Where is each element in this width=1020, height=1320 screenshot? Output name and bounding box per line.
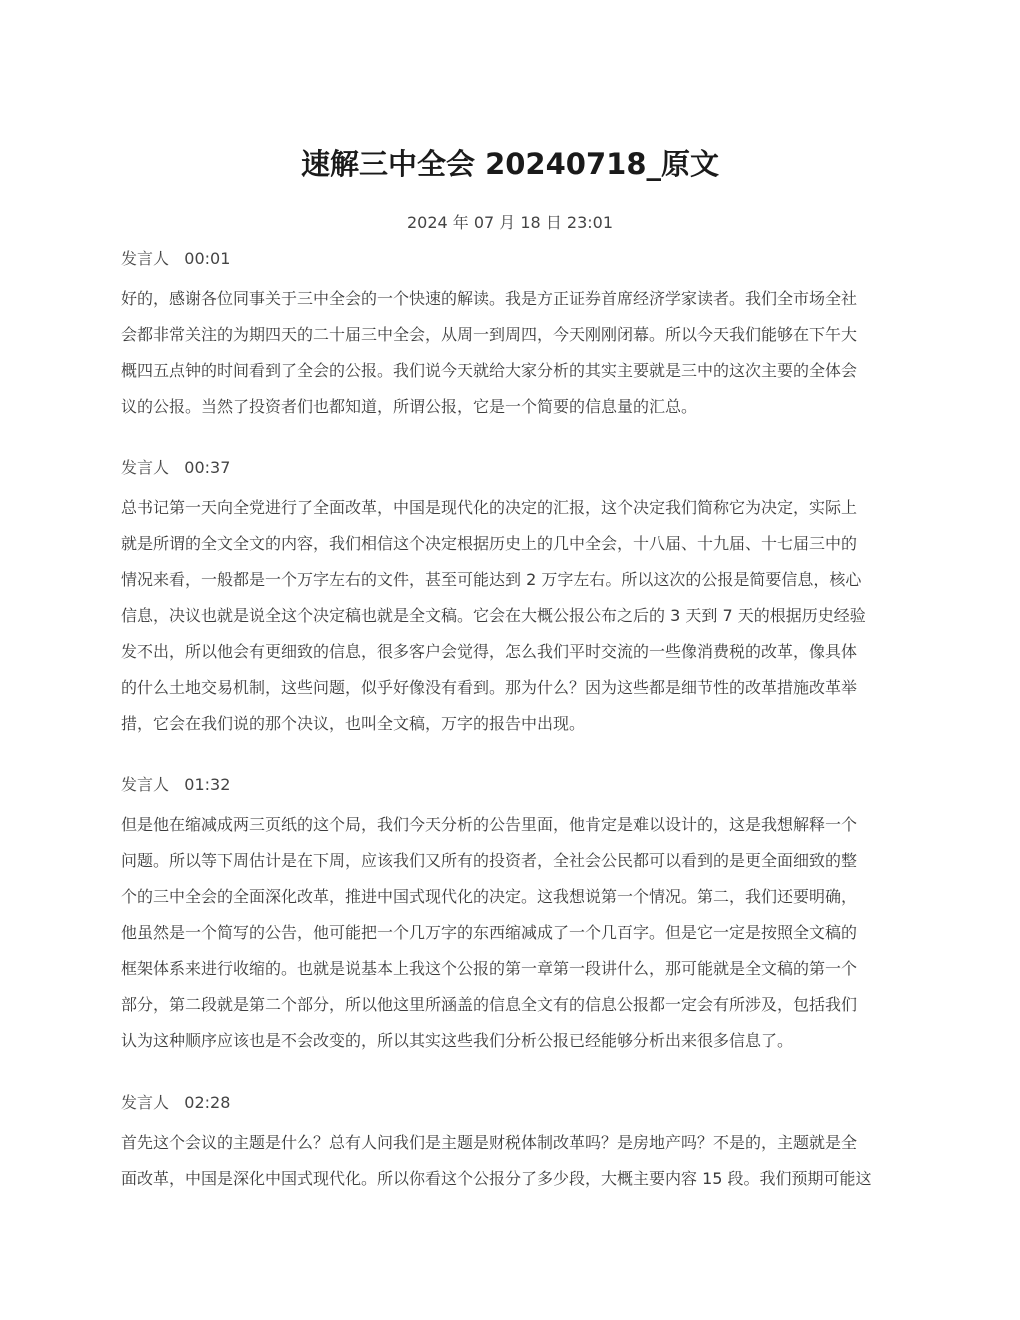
speaker-header	[121, 773, 901, 797]
speaker-name: 发言人	[121, 1093, 170, 1112]
paragraph-line: 部分，第二段就是第二个部分，所以他这里所涵盖的信息全文有的信息公报都一定会有所涉及，包括我们	[121, 995, 858, 1014]
transcript-paragraph	[121, 490, 901, 742]
transcript-section	[121, 456, 901, 742]
speaker-name: 发言人	[121, 775, 170, 794]
paragraph-line: 认为这种顺序应该也是不会改变的，所以其实这些我们分析公报已经能够分析出来很多信息了。	[121, 1031, 794, 1050]
paragraph-line: 信息，决议也就是说全这个决定稿也就是全文稿。它会在大概公报公布之后的 3 天到 7 天的根据历史经验	[121, 606, 866, 625]
transcript-section	[121, 773, 901, 1059]
paragraph-line: 个的三中全会的全面深化改革，推进中国式现代化的决定。这我想说第一个情况。第二，我们还要明确，	[121, 887, 858, 906]
paragraph-line: 情况来看，一般都是一个万字左右的文件，甚至可能达到 2 万字左右。所以这次的公报是简要信息，核心	[121, 570, 862, 589]
transcript-paragraph	[121, 807, 901, 1059]
speaker-name: 发言人	[121, 249, 170, 268]
speaker-header	[121, 247, 901, 271]
transcript-paragraph	[121, 1125, 901, 1197]
paragraph-line: 首先这个会议的主题是什么？总有人问我们是主题是财税体制改革吗？是房地产吗？不是的，主题就是全	[121, 1133, 858, 1152]
transcript-section	[121, 247, 901, 425]
paragraph-line: 问题。所以等下周估计是在下周，应该我们又所有的投资者，全社会公民都可以看到的是更全面细致的整	[121, 851, 858, 870]
speaker-timestamp: 02:28	[184, 1093, 231, 1112]
speaker-header	[121, 1091, 901, 1115]
paragraph-line: 但是他在缩减成两三页纸的这个局，我们今天分析的公告里面，他肯定是难以设计的，这是我想解释一个	[121, 815, 858, 834]
transcript-section	[121, 1091, 901, 1197]
paragraph-line: 总书记第一天向全党进行了全面改革，中国是现代化的决定的汇报，这个决定我们简称它为决定，实际上	[121, 498, 858, 517]
paragraph-line: 会都非常关注的为期四天的二十届三中全会，从周一到周四，今天刚刚闭幕。所以今天我们能够在下午大	[121, 325, 858, 344]
paragraph-line: 的什么土地交易机制，这些问题，似乎好像没有看到。那为什么？因为这些都是细节性的改革措施改革举	[121, 678, 858, 697]
speaker-name: 发言人	[121, 458, 170, 477]
paragraph-line: 框架体系来进行收缩的。也就是说基本上我这个公报的第一章第一段讲什么，那可能就是全文稿的第一个	[121, 959, 858, 978]
paragraph-line: 面改革，中国是深化中国式现代化。所以你看这个公报分了多少段，大概主要内容 15 段。我们预期可能这	[121, 1169, 872, 1188]
paragraph-line: 概四五点钟的时间看到了全会的公报。我们说今天就给大家分析的其实主要就是三中的这次主要的全体会	[121, 361, 858, 380]
transcript-paragraph	[121, 281, 901, 425]
paragraph-line: 好的，感谢各位同事关于三中全会的一个快速的解读。我是方正证券首席经济学家读者。我们全市场全社	[121, 289, 858, 308]
paragraph-line: 就是所谓的全文全文的内容，我们相信这个决定根据历史上的几中全会，十八届、十九届、十七届三中的	[121, 534, 858, 553]
speaker-timestamp: 01:32	[184, 775, 231, 794]
document-title: 速解三中全会 20240718_原文	[300, 147, 720, 181]
speaker-timestamp: 00:01	[184, 249, 231, 268]
speaker-timestamp: 00:37	[184, 458, 231, 477]
paragraph-line: 他虽然是一个简写的公告，他可能把一个几万字的东西缩减成了一个几百字。但是它一定是按照全文稿的	[121, 923, 858, 942]
speaker-header	[121, 456, 901, 480]
paragraph-line: 议的公报。当然了投资者们也都知道，所谓公报，它是一个简要的信息量的汇总。	[121, 397, 698, 416]
document-datetime: 2024 年 07 月 18 日 23:01	[406, 213, 614, 232]
paragraph-line: 发不出，所以他会有更细致的信息，很多客户会觉得，怎么我们平时交流的一些像消费税的改革，像具体	[121, 642, 858, 661]
paragraph-line: 措，它会在我们说的那个决议，也叫全文稿，万字的报告中出现。	[121, 714, 586, 733]
